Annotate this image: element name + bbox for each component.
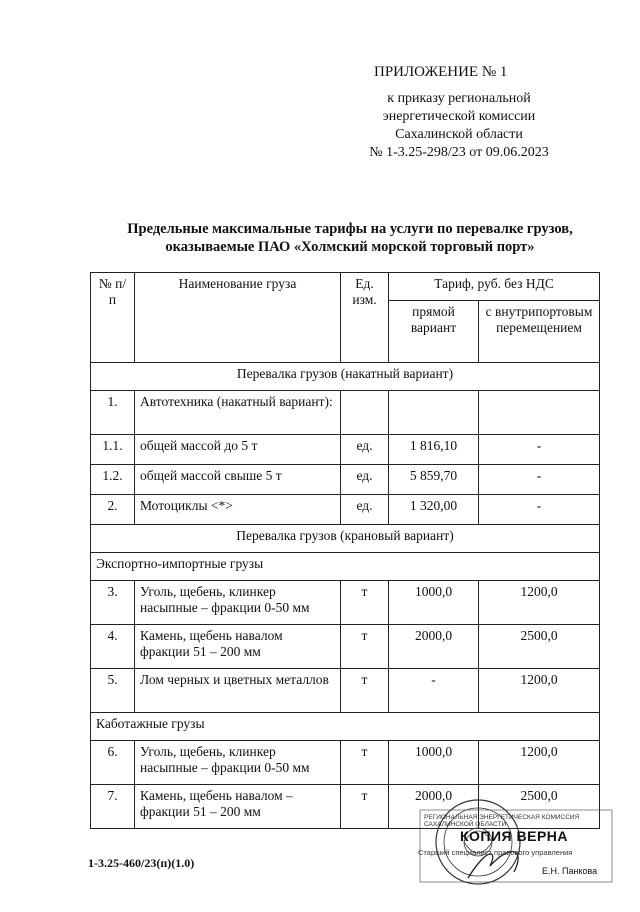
title-line-1: Предельные максимальные тарифы на услуги по перевалке грузов,	[127, 221, 573, 237]
cell-internal: -	[479, 465, 600, 495]
table-row	[91, 625, 600, 669]
header-num: № п/п	[91, 273, 135, 363]
cell-name: Автотехника (накатный вариант):	[135, 391, 341, 435]
copy-certification-stamp	[418, 786, 614, 886]
cell-unit: т	[341, 625, 389, 669]
cell-unit: ед.	[341, 435, 389, 465]
title-line-2: оказываемые ПАО «Холмский морской торговый порт»	[165, 239, 535, 255]
copy-verified-label: КОПИЯ ВЕРНА	[460, 828, 569, 844]
cell-unit: ед.	[341, 465, 389, 495]
cell-name: общей массой свыше 5 т	[135, 465, 341, 495]
tariff-table	[90, 272, 600, 829]
cell-internal: -	[479, 495, 600, 525]
cell-num: 7.	[91, 785, 135, 829]
order-line: к приказу региональной	[387, 91, 531, 106]
order-number: № 1-3.25-298/23 от 09.06.2023	[369, 145, 549, 160]
cell-unit	[341, 391, 389, 435]
cell-num: 4.	[91, 625, 135, 669]
document-code: 1-3.25-460/23(п)(1.0)	[88, 856, 195, 870]
cell-direct	[389, 391, 479, 435]
cell-unit: т	[341, 669, 389, 713]
order-line: энергетической комиссии	[382, 109, 536, 124]
header-direct: прямой вариант	[389, 301, 479, 363]
cell-unit: т	[341, 741, 389, 785]
cell-unit: т	[341, 785, 389, 829]
cell-internal	[479, 391, 600, 435]
cell-direct: 2000,0	[389, 625, 479, 669]
cell-num: 5.	[91, 669, 135, 713]
cell-unit: ед.	[341, 495, 389, 525]
order-reference	[354, 90, 564, 162]
table-row	[91, 465, 600, 495]
table-row	[91, 391, 600, 435]
group-title: Каботажные грузы	[91, 713, 600, 741]
cell-internal: -	[479, 435, 600, 465]
table-row	[91, 435, 600, 465]
cell-internal: 1200,0	[479, 669, 600, 713]
table-row	[91, 669, 600, 713]
group-row	[91, 553, 600, 581]
order-line: Сахалинской области	[395, 127, 523, 142]
cell-name: Камень, щебень навалом фракции 51 – 200 мм	[135, 625, 341, 669]
header-name: Наименование груза	[135, 273, 341, 363]
table-header-row	[91, 273, 600, 301]
cell-name: Мотоциклы <*>	[135, 495, 341, 525]
cell-name: Камень, щебень навалом – фракции 51 – 200 мм	[135, 785, 341, 829]
table-row	[91, 741, 600, 785]
cell-num: 6.	[91, 741, 135, 785]
cell-name: Лом черных и цветных металлов	[135, 669, 341, 713]
cell-unit: т	[341, 581, 389, 625]
section-row	[91, 525, 600, 553]
cell-direct: 1 816,10	[389, 435, 479, 465]
cell-direct: -	[389, 669, 479, 713]
table-row	[91, 495, 600, 525]
section-title: Перевалка грузов (крановый вариант)	[91, 525, 600, 553]
cell-direct: 2000,0	[389, 785, 479, 829]
cell-name: Уголь, щебень, клинкер насыпные – фракции 0-50 мм	[135, 581, 341, 625]
stamp-org-name: РЕГИОНАЛЬНАЯ ЭНЕРГЕТИЧЕСКАЯ КОМИССИЯ САХАЛИНСКОЙ ОБЛАСТИ	[424, 814, 580, 828]
cell-internal: 1200,0	[479, 741, 600, 785]
cell-internal: 1200,0	[479, 581, 600, 625]
section-title: Перевалка грузов (накатный вариант)	[91, 363, 600, 391]
header-internal: с внутрипортовым перемещением	[479, 301, 600, 363]
group-row	[91, 713, 600, 741]
table-row	[91, 581, 600, 625]
appendix-label: ПРИЛОЖЕНИЕ № 1	[374, 64, 508, 80]
header-unit: Ед. изм.	[341, 273, 389, 363]
cell-internal: 2500,0	[479, 785, 600, 829]
cell-name: Уголь, щебень, клинкер насыпные – фракции 0-50 мм	[135, 741, 341, 785]
cell-num: 2.	[91, 495, 135, 525]
section-row	[91, 363, 600, 391]
signer-position: Старший специалист правового управления	[418, 848, 573, 857]
cell-direct: 1 320,00	[389, 495, 479, 525]
cell-direct: 1000,0	[389, 741, 479, 785]
cell-direct: 5 859,70	[389, 465, 479, 495]
cell-internal: 2500,0	[479, 625, 600, 669]
signer-name: Е.Н. Панкова	[542, 866, 598, 876]
cell-name: общей массой до 5 т	[135, 435, 341, 465]
document-title	[90, 220, 610, 256]
cell-num: 1.	[91, 391, 135, 435]
cell-direct: 1000,0	[389, 581, 479, 625]
cell-num: 1.1.	[91, 435, 135, 465]
group-title: Экспортно-импортные грузы	[91, 553, 600, 581]
cell-num: 1.2.	[91, 465, 135, 495]
header-tariff: Тариф, руб. без НДС	[389, 273, 600, 301]
cell-num: 3.	[91, 581, 135, 625]
